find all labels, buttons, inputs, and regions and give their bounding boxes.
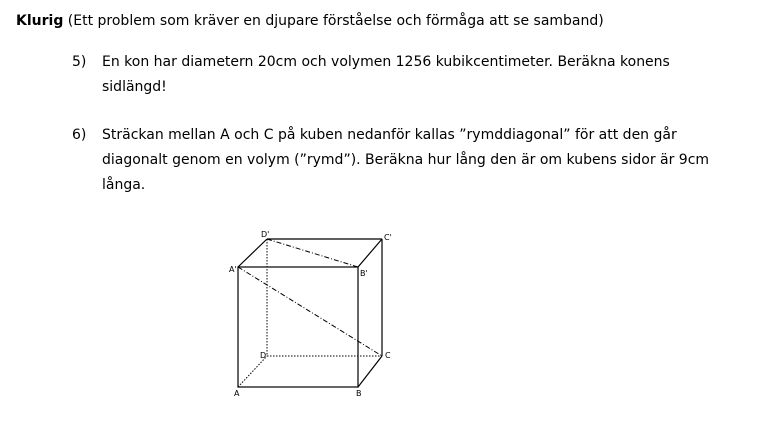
cube-edge-bprime-cprime	[358, 239, 382, 267]
problem-text	[102, 123, 732, 198]
problem-number: 5)	[72, 54, 87, 70]
section-heading	[16, 11, 604, 31]
cube-hidden-edge-a-d	[238, 356, 267, 387]
vertex-label-bprime: B'	[360, 269, 368, 278]
problem-line: diagonalt genom en volym (”rymd”). Beräkna hur lång den är om kubens sidor är 9cm	[102, 152, 710, 168]
problem-line: långa.	[102, 177, 146, 193]
problem-line: sidlängd!	[102, 79, 167, 95]
cube-diagonal-dprime-bprime	[267, 239, 358, 267]
cube-space-diagonal-aprime-c	[238, 267, 382, 356]
vertex-label-a: A	[234, 389, 240, 398]
problem-line: En kon har diametern 20cm och volymen 1256 kubikcentimeter. Beräkna konens	[102, 54, 670, 70]
cube-front-face	[238, 267, 358, 387]
vertex-label-dprime: D'	[261, 230, 270, 239]
cube-edge-b-c	[358, 356, 382, 387]
heading-bold-label: Klurig	[16, 13, 64, 29]
vertex-label-d: D	[260, 351, 267, 360]
vertex-label-aprime: A'	[229, 265, 237, 274]
cube-figure	[220, 225, 410, 405]
heading-description: (Ett problem som kräver en djupare förståelse och förmåga att se samband)	[63, 13, 604, 29]
problem-number: 6)	[72, 127, 87, 143]
vertex-label-cprime: C'	[384, 233, 392, 242]
cube-edge-aprime-dprime	[238, 239, 267, 267]
vertex-label-b: B	[356, 389, 362, 398]
problem-line: Sträckan mellan A och C på kuben nedanför kallas ”rymddiagonal” för att den går	[102, 127, 677, 143]
vertex-label-c: C	[385, 351, 391, 360]
problem-text	[102, 50, 732, 100]
